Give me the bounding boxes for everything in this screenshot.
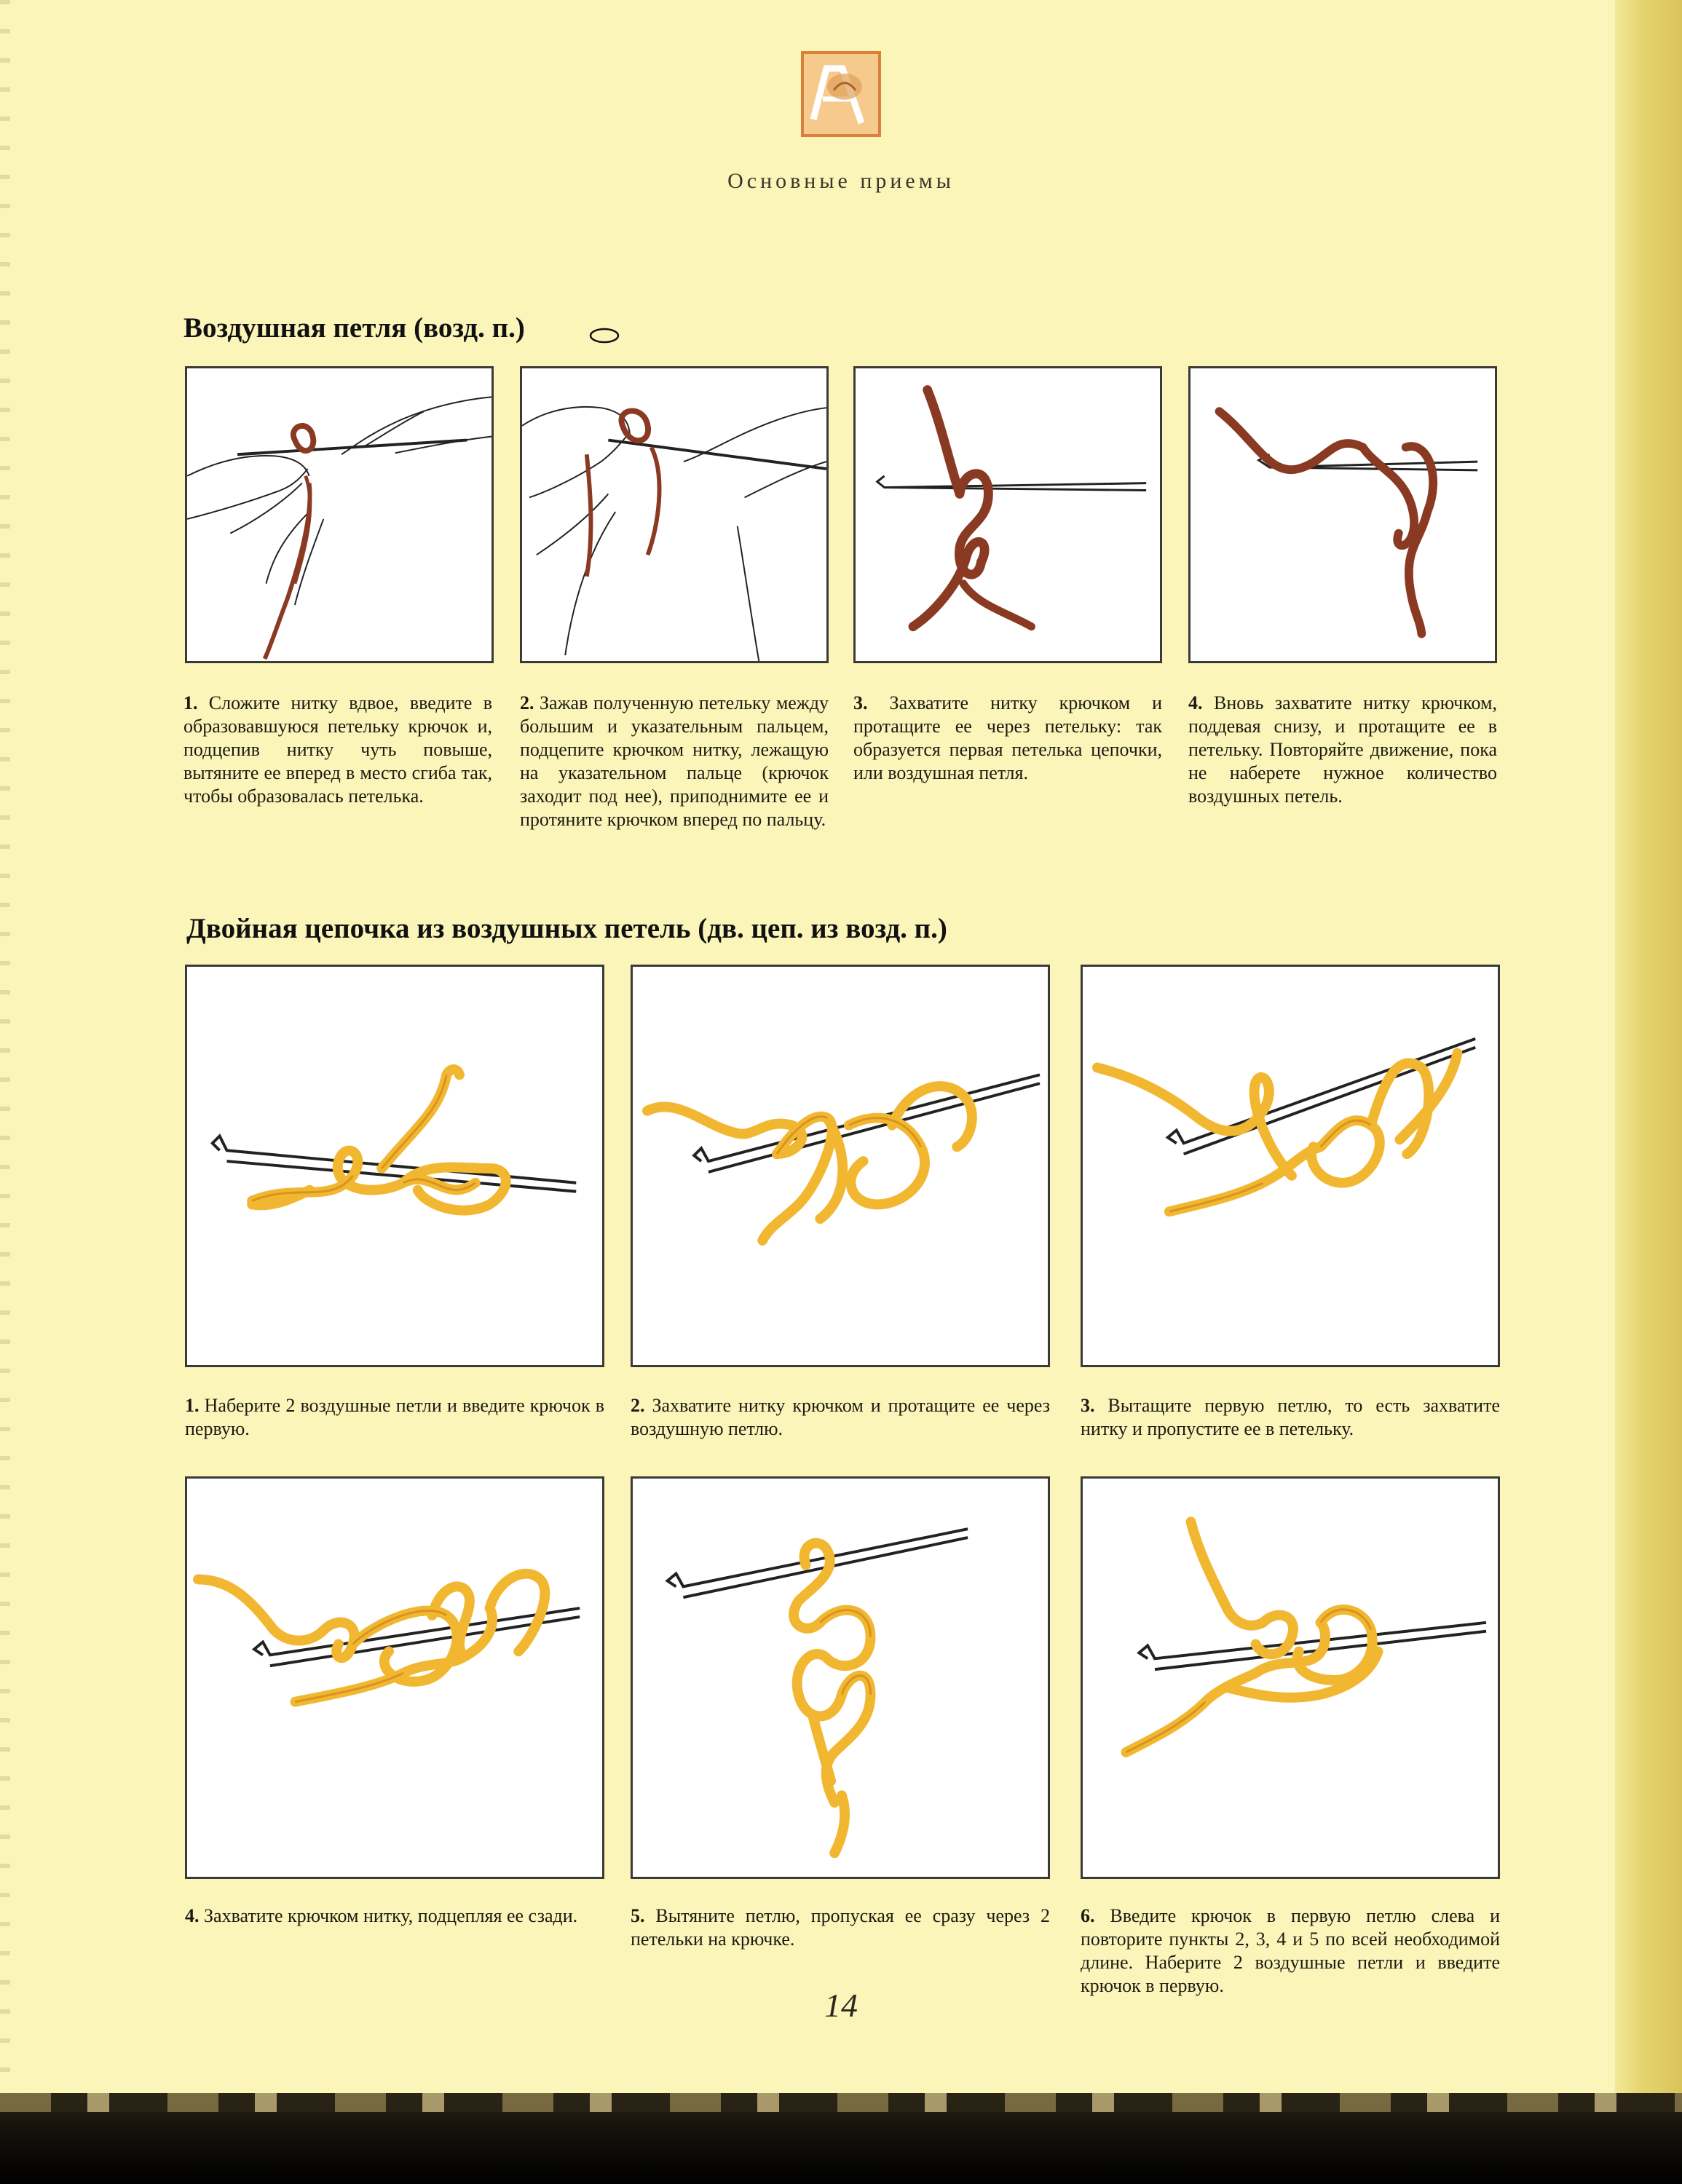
section1-figure-3 (853, 366, 1162, 663)
scan-left-edge (0, 0, 10, 2093)
section2-step-3-caption (1081, 1394, 1500, 1441)
section2-figure-4 (185, 1476, 604, 1879)
step-number: 3. (853, 692, 868, 713)
section2-figure-1 (185, 965, 604, 1367)
section2-step-5-caption (631, 1904, 1050, 1951)
step-number: 4. (185, 1905, 200, 1926)
section2-step-6-caption (1081, 1904, 1500, 1998)
section1-figure-4 (1188, 366, 1497, 663)
scan-right-edge (1615, 0, 1682, 2093)
step-number: 6. (1081, 1905, 1095, 1926)
step-text: Захватите нитку крючком и протащите ее через воздушную петлю. (631, 1395, 1051, 1439)
step-number: 3. (1081, 1395, 1095, 1416)
step-text: Вытяните петлю, пропуская ее сразу через 2 петельки на крючке. (631, 1905, 1051, 1950)
step-text: Наберите 2 воздушные петли и введите крючок в первую. (185, 1395, 605, 1439)
step-number: 2. (520, 692, 534, 713)
section2-step-1-caption (185, 1394, 604, 1441)
step-text: Вновь захватите нитку крючком, поддевая снизу, и протащите ее в петельку. Повторяйте движение, пока не наберете нужное количество воздушных петель. (1188, 692, 1498, 807)
page-number: 14 (824, 1987, 858, 2024)
section2-figure-5 (631, 1476, 1050, 1879)
section2-step-2-caption (631, 1394, 1050, 1441)
step-number: 1. (185, 1395, 200, 1416)
step-text: Введите крючок в первую петлю слева и повторите пункты 2, 3, 4 и 5 по всей необходимой длине. Наберите 2 воздушные петли и введите крючок в первую. (1081, 1905, 1500, 1996)
step-text: Сложите нитку вдвое, введите в образовавшуюся петельку крючок и, подцепив нитку чуть повыше, вытяните ее вперед в место сгиба так, чтобы образовалась петелька. (183, 692, 493, 807)
running-head: Основные приемы (727, 169, 955, 193)
step-text: Вытащите первую петлю, то есть захватите нитку и пропустите ее в петельку. (1081, 1395, 1500, 1439)
step-number: 5. (631, 1905, 645, 1926)
section1-figure-2 (520, 366, 829, 663)
scan-torn-edge (0, 2093, 1682, 2112)
step-text: Зажав полученную петельку между большим и указательным пальцем, подцепите крючком нитку, лежащую на указательном пальце (крючок заходит под нее), приподнимите ее и протяните крючком вперед по пальцу. (520, 692, 829, 830)
step-number: 2. (631, 1395, 645, 1416)
section2-figure-6 (1081, 1476, 1500, 1879)
step-number: 1. (183, 692, 198, 713)
step-text: Захватите крючком нитку, подцепляя ее сзади. (204, 1905, 578, 1926)
scan-bottom-edge (0, 2093, 1682, 2184)
chain-stitch-oval-symbol-icon (588, 326, 620, 345)
book-logo (801, 51, 881, 137)
step-text: Захватите нитку крючком и протащите ее через петельку: так образуется первая петелька цепочки, или воздушная петля. (853, 692, 1162, 783)
section1-step-1-caption (183, 692, 492, 808)
section2-step-4-caption (185, 1904, 604, 1928)
section1-step-4-caption (1188, 692, 1497, 808)
section1-step-2-caption (520, 692, 829, 831)
section2-figure-3 (1081, 965, 1500, 1367)
section1-step-3-caption (853, 692, 1162, 785)
section2-title: Двойная цепочка из воздушных петель (дв. цеп. из возд. п.) (186, 913, 947, 944)
section2-figure-2 (631, 965, 1050, 1367)
section1-figure-1 (185, 366, 494, 663)
section1-title: Воздушная петля (возд. п.) (183, 312, 525, 344)
step-number: 4. (1188, 692, 1203, 713)
book-logo-icon (804, 54, 878, 134)
